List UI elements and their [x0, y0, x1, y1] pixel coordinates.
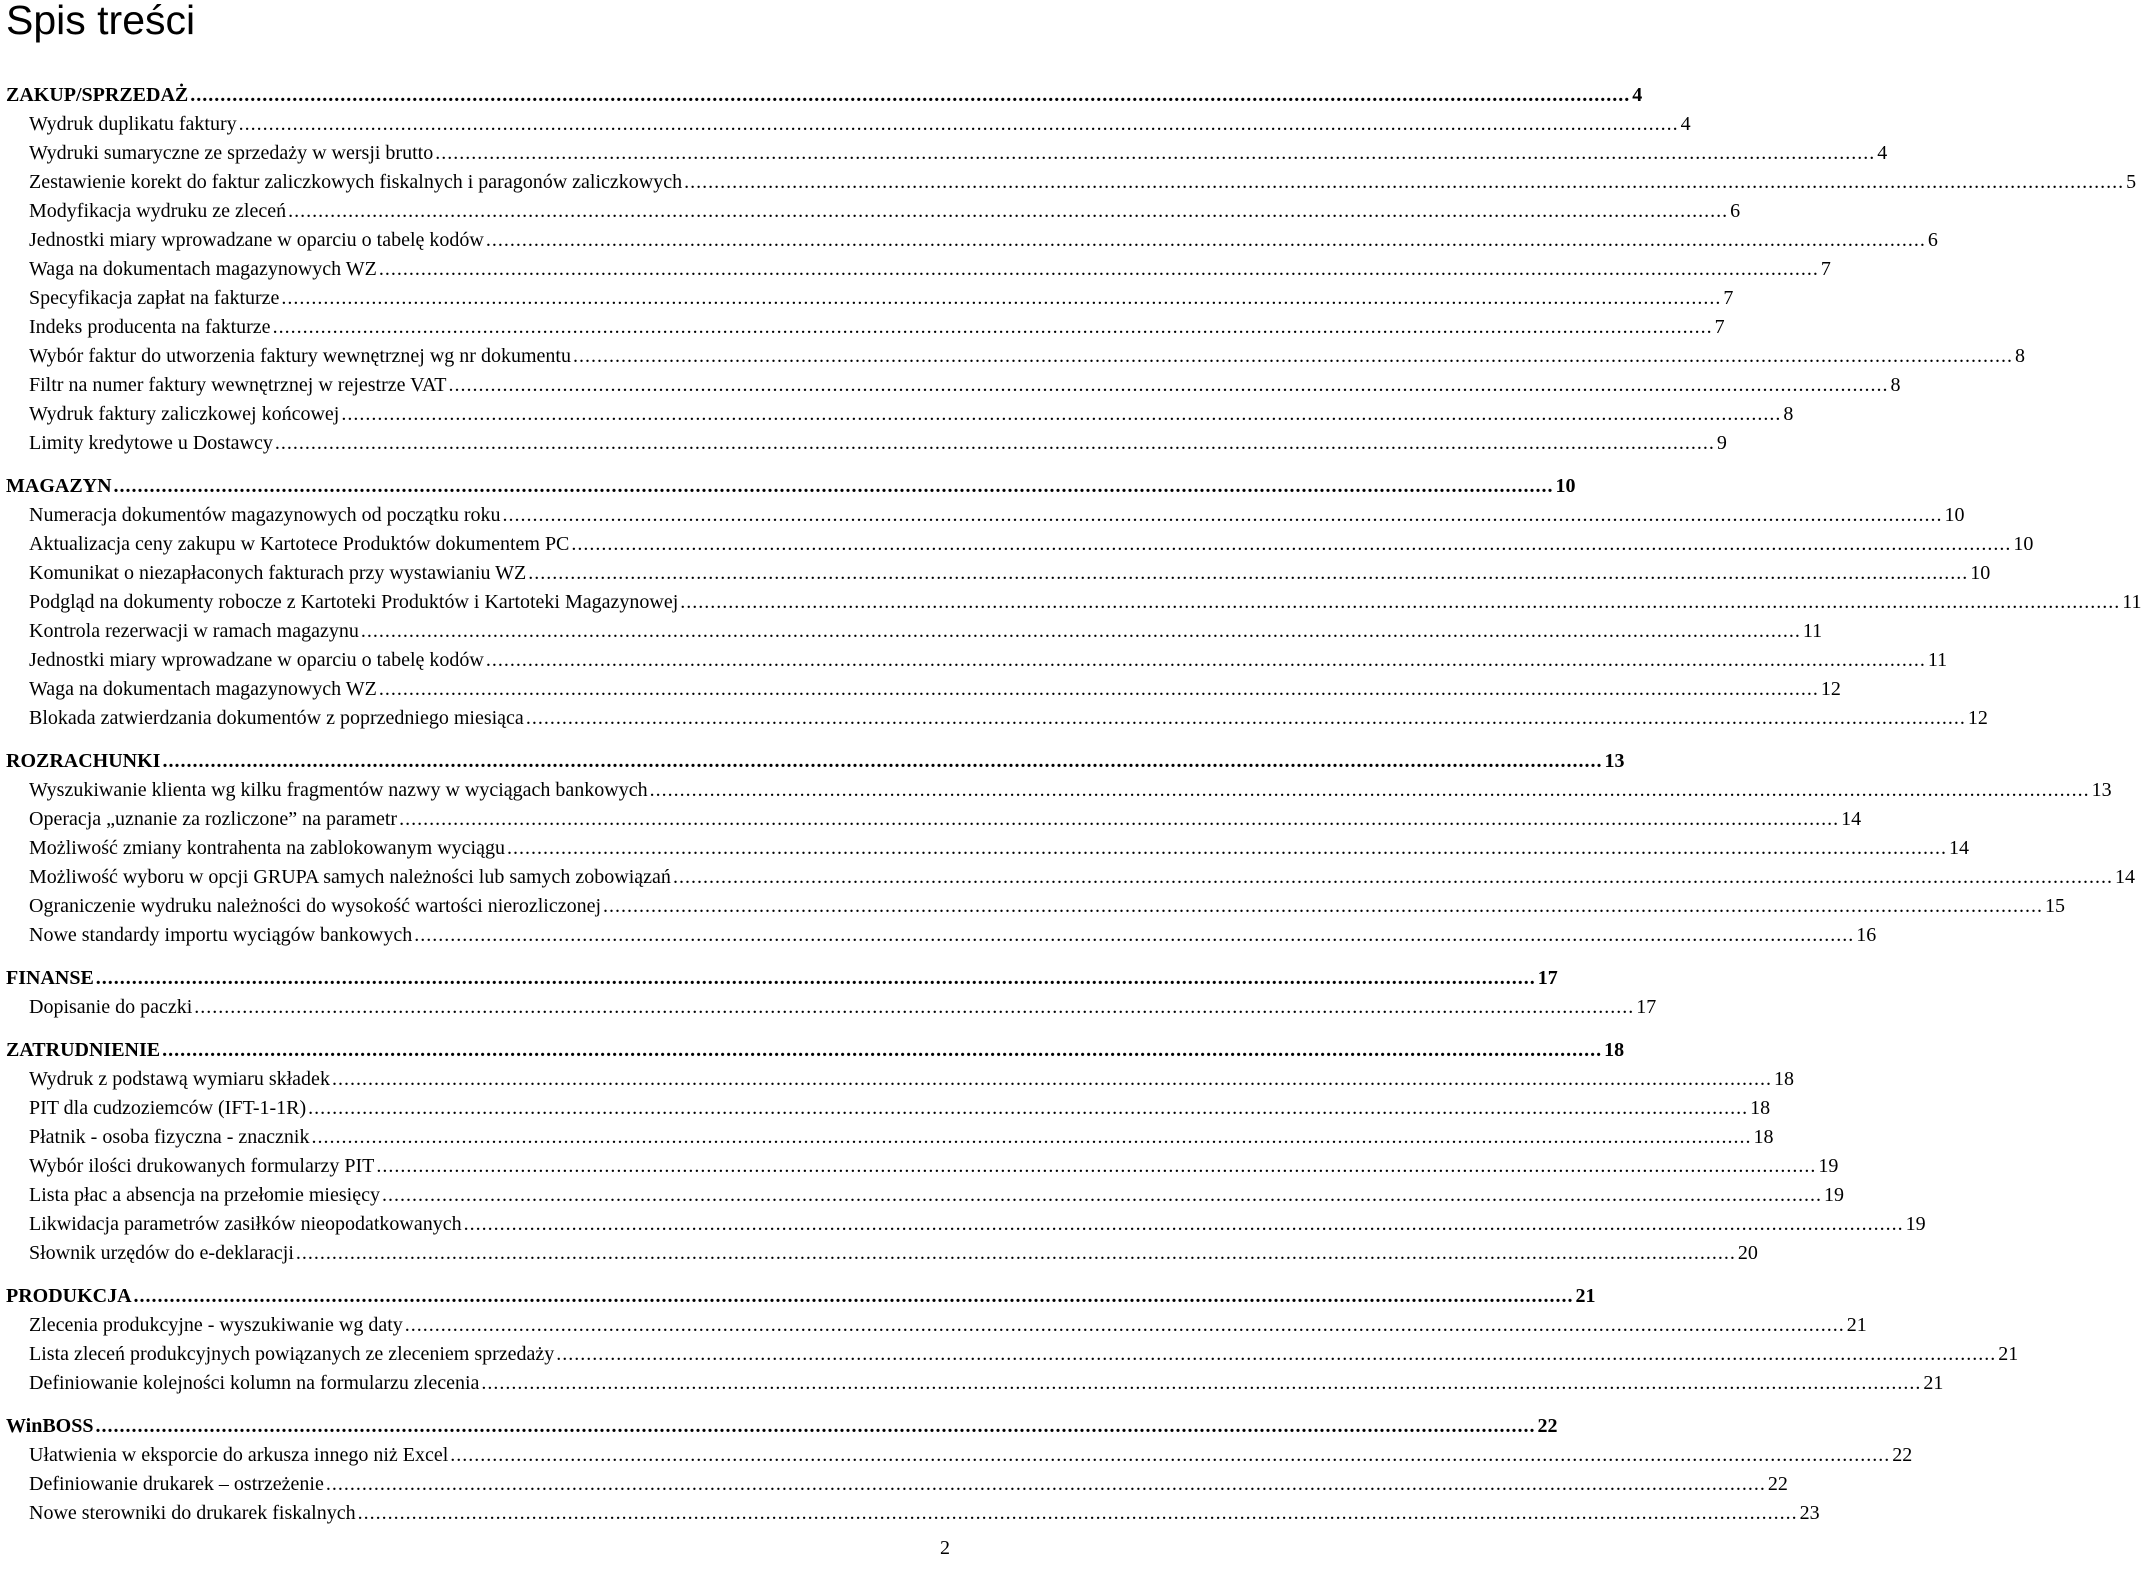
toc-entry-text: Waga na dokumentach magazynowych WZ [29, 678, 377, 700]
toc-heading-page: 13 [1604, 750, 1625, 772]
toc-entry-page: 6 [1927, 229, 1938, 251]
toc-entry[interactable] [6, 646, 1948, 675]
toc-entry[interactable] [6, 1499, 1820, 1528]
toc-leader-dots [528, 559, 1968, 588]
toc-leader-dots [507, 834, 1947, 863]
toc-entry-page: 19 [1823, 1184, 1844, 1206]
toc-entry-page: 9 [1716, 432, 1727, 454]
toc-entry-text: Lista płac a absencja na przełomie miesięcy [29, 1184, 380, 1206]
toc-leader-dots [361, 617, 1801, 646]
toc-entry-text: Możliwość wyboru w opcji GRUPA samych należności lub samych zobowiązań [29, 866, 671, 888]
toc-entry-page: 19 [1818, 1155, 1839, 1177]
toc-entry-text: PIT dla cudzoziemców (IFT-1-1R) [29, 1097, 307, 1119]
toc-heading[interactable] [6, 1411, 1558, 1441]
toc-entry-text: Wybór faktur do utworzenia faktury wewnętrznej wg nr dokumentu [29, 345, 571, 367]
table-of-contents [6, 80, 2142, 1541]
toc-leader-dots [673, 863, 2113, 892]
toc-leader-dots [332, 1065, 1772, 1094]
toc-heading-text: WinBOSS [6, 1415, 94, 1437]
toc-leader-dots [573, 342, 2013, 371]
toc-entry-page: 10 [1944, 504, 1965, 526]
toc-entry-text: Lista zleceń produkcyjnych powiązanych ze zleceniem sprzedaży [29, 1343, 555, 1365]
toc-heading-text: ROZRACHUNKI [6, 750, 161, 772]
toc-section [6, 1281, 2019, 1398]
toc-leader-dots [450, 1441, 1890, 1470]
toc-entry[interactable] [6, 429, 1727, 458]
page-title: Spis treści [6, 0, 196, 43]
page-number: 2 [940, 1537, 950, 1559]
toc-entry[interactable] [6, 530, 2034, 559]
toc-entry-page: 21 [1846, 1314, 1867, 1336]
toc-entry-page: 14 [1948, 837, 1969, 859]
toc-entry-page: 17 [1636, 996, 1657, 1018]
toc-entry-text: Limity kredytowe u Dostawcy [29, 432, 273, 454]
toc-entry-page: 21 [1923, 1372, 1944, 1394]
toc-section [6, 1035, 1926, 1268]
toc-entry-text: Nowe sterowniki do drukarek fiskalnych [29, 1502, 356, 1524]
toc-heading-text: FINANSE [6, 967, 94, 989]
toc-entry-page: 4 [1680, 113, 1691, 135]
toc-entry[interactable] [6, 921, 1877, 950]
toc-entry-page: 22 [1767, 1473, 1788, 1495]
toc-entry-text: Wydruk z podstawą wymiaru składek [29, 1068, 330, 1090]
toc-leader-dots [376, 1152, 1816, 1181]
toc-entry[interactable] [6, 805, 1862, 834]
toc-leader-dots [650, 776, 2090, 805]
toc-entry-page: 12 [1967, 707, 1988, 729]
toc-entry-text: Modyfikacja wydruku ze zleceń [29, 200, 287, 222]
toc-entry[interactable] [6, 1123, 1774, 1152]
toc-leader-dots [405, 1311, 1845, 1340]
toc-entry-page: 22 [1892, 1444, 1913, 1466]
toc-leader-dots [96, 963, 1536, 993]
toc-leader-dots [526, 704, 1966, 733]
toc-entry-text: Zestawienie korekt do faktur zaliczkowych fiskalnych i paragonów zaliczkowych [29, 171, 683, 193]
toc-entry-page: 16 [1856, 924, 1877, 946]
toc-leader-dots [556, 1340, 1996, 1369]
toc-entry-page: 10 [1970, 562, 1991, 584]
toc-leader-dots [311, 1123, 1751, 1152]
toc-entry[interactable] [6, 892, 2066, 921]
toc-entry-page: 19 [1905, 1213, 1926, 1235]
toc-entry[interactable] [6, 704, 1988, 733]
toc-entry-text: Likwidacja parametrów zasiłków nieopodatkowanych [29, 1213, 462, 1235]
toc-entry-text: Jednostki miary wprowadzane w oparciu o tabelę kodów [29, 229, 484, 251]
toc-entry[interactable] [6, 284, 1734, 313]
toc-section [6, 963, 1657, 1022]
toc-entry-page: 21 [1998, 1343, 2019, 1365]
toc-entry-text: Wydruki sumaryczne ze sprzedaży w wersji brutto [29, 142, 434, 164]
toc-entry-page: 10 [2013, 533, 2034, 555]
toc-entry-text: Płatnik - osoba fizyczna - znacznik [29, 1126, 310, 1148]
toc-entry-page: 23 [1799, 1502, 1820, 1524]
toc-heading-page: 18 [1604, 1039, 1625, 1061]
toc-leader-dots [358, 1499, 1798, 1528]
toc-leader-dots [95, 1411, 1535, 1441]
toc-leader-dots [288, 197, 1728, 226]
toc-leader-dots [399, 805, 1839, 834]
toc-entry-text: Wydruk faktury zaliczkowej końcowej [29, 403, 340, 425]
toc-entry[interactable] [6, 313, 1725, 342]
toc-heading-page: 21 [1575, 1285, 1596, 1307]
toc-entry-page: 18 [1773, 1068, 1794, 1090]
toc-entry[interactable] [6, 342, 2025, 371]
toc-entry-text: Kontrola rezerwacji w ramach magazynu [29, 620, 359, 642]
toc-entry[interactable] [6, 776, 2112, 805]
toc-leader-dots [464, 1210, 1904, 1239]
toc-entry-page: 12 [1820, 678, 1841, 700]
toc-entry-page: 20 [1737, 1242, 1758, 1264]
toc-entry-text: Waga na dokumentach magazynowych WZ [29, 258, 377, 280]
toc-entry[interactable] [6, 1181, 1844, 1210]
toc-leader-dots [684, 168, 2124, 197]
toc-leader-dots [162, 1035, 1602, 1065]
toc-entry[interactable] [6, 588, 2142, 617]
toc-entry[interactable] [6, 1470, 1788, 1499]
toc-entry-page: 8 [2014, 345, 2025, 367]
toc-entry-text: Możliwość zmiany kontrahenta na zablokowanym wyciągu [29, 837, 505, 859]
toc-entry[interactable] [6, 255, 1831, 284]
toc-entry[interactable] [6, 617, 1823, 646]
toc-heading[interactable] [6, 1035, 1625, 1065]
toc-entry[interactable] [6, 1239, 1758, 1268]
toc-entry[interactable] [6, 501, 1965, 530]
toc-entry[interactable] [6, 1369, 1944, 1398]
toc-entry[interactable] [6, 863, 2135, 892]
toc-entry-page: 7 [1723, 287, 1734, 309]
toc-entry-text: Jednostki miary wprowadzane w oparciu o tabelę kodów [29, 649, 484, 671]
toc-leader-dots [273, 313, 1713, 342]
toc-entry-text: Filtr na numer faktury wewnętrznej w rejestrze VAT [29, 374, 447, 396]
toc-heading-page: 10 [1555, 475, 1576, 497]
toc-leader-dots [486, 646, 1926, 675]
toc-leader-dots [194, 993, 1634, 1022]
toc-leader-dots [414, 921, 1854, 950]
toc-entry-text: Definiowanie kolejności kolumn na formularzu zlecenia [29, 1372, 480, 1394]
toc-leader-dots [308, 1094, 1748, 1123]
toc-entry-page: 7 [1820, 258, 1831, 280]
toc-entry[interactable] [6, 993, 1657, 1022]
toc-entry-text: Definiowanie drukarek – ostrzeżenie [29, 1473, 324, 1495]
toc-leader-dots [281, 284, 1721, 313]
toc-leader-dots [680, 588, 2120, 617]
toc-entry-text: Komunikat o niezapłaconych fakturach przy wystawianiu WZ [29, 562, 527, 584]
toc-heading[interactable] [6, 746, 1625, 776]
toc-entry-page: 8 [1783, 403, 1794, 425]
toc-entry-text: Zlecenia produkcyjne - wyszukiwanie wg daty [29, 1314, 403, 1336]
toc-entry-text: Dopisanie do paczki [29, 996, 193, 1018]
toc-entry[interactable] [6, 675, 1841, 704]
toc-entry-page: 11 [1802, 620, 1823, 642]
toc-entry[interactable] [6, 1094, 1771, 1123]
toc-leader-dots [379, 675, 1819, 704]
toc-entry-text: Słownik urzędów do e-deklaracji [29, 1242, 294, 1264]
toc-entry-page: 14 [2114, 866, 2135, 888]
toc-heading-text: MAGAZYN [6, 475, 112, 497]
toc-entry-page: 15 [2045, 895, 2066, 917]
toc-entry-text: Wybór ilości drukowanych formularzy PIT [29, 1155, 375, 1177]
toc-leader-dots [382, 1181, 1822, 1210]
toc-entry-text: Podgląd na dokumenty robocze z Kartoteki Produktów i Kartoteki Magazynowej [29, 591, 679, 613]
toc-entry-text: Blokada zatwierdzania dokumentów z poprzedniego miesiąca [29, 707, 524, 729]
toc-entry-text: Ułatwienia w eksporcie do arkusza innego niż Excel [29, 1444, 449, 1466]
toc-heading-text: ZATRUDNIENIE [6, 1039, 161, 1061]
toc-entry-text: Numeracja dokumentów magazynowych od początku roku [29, 504, 501, 526]
toc-entry[interactable] [6, 1340, 2019, 1369]
toc-entry-page: 11 [2122, 591, 2142, 613]
toc-leader-dots [379, 255, 1819, 284]
toc-entry[interactable] [6, 834, 1969, 863]
toc-leader-dots [134, 1281, 1574, 1311]
toc-heading-page: 4 [1632, 84, 1643, 106]
toc-leader-dots [162, 746, 1602, 776]
toc-entry-page: 5 [2126, 171, 2137, 193]
toc-heading[interactable] [6, 471, 1576, 501]
toc-entry-text: Wydruk duplikatu faktury [29, 113, 237, 135]
toc-entry-text: Specyfikacja zapłat na fakturze [29, 287, 280, 309]
toc-entry-text: Ograniczenie wydruku należności do wysokość wartości nierozliczonej [29, 895, 602, 917]
toc-entry[interactable] [6, 400, 1794, 429]
toc-entry-text: Nowe standardy importu wyciągów bankowych [29, 924, 413, 946]
toc-entry-page: 8 [1890, 374, 1901, 396]
toc-heading-text: ZAKUP/SPRZEDAŻ [6, 84, 189, 106]
toc-entry-text: Operacja „uznanie za rozliczone” na parametr [29, 808, 398, 830]
toc-leader-dots [296, 1239, 1736, 1268]
toc-entry-page: 18 [1750, 1097, 1771, 1119]
toc-leader-dots [114, 471, 1554, 501]
toc-entry-page: 18 [1753, 1126, 1774, 1148]
toc-leader-dots [341, 400, 1781, 429]
toc-leader-dots [275, 429, 1715, 458]
toc-leader-dots [486, 226, 1926, 255]
toc-entry-page: 13 [2091, 779, 2112, 801]
toc-entry-text: Wyszukiwanie klienta wg kilku fragmentów nazwy w wyciągach bankowych [29, 779, 648, 801]
toc-entry-page: 14 [1841, 808, 1862, 830]
toc-leader-dots [481, 1369, 1921, 1398]
toc-heading[interactable] [6, 1281, 1596, 1311]
toc-entry-page: 4 [1877, 142, 1888, 164]
toc-entry[interactable] [6, 1065, 1794, 1094]
toc-heading[interactable] [6, 80, 1643, 110]
toc-entry[interactable] [6, 139, 1888, 168]
toc-entry[interactable] [6, 1210, 1926, 1239]
toc-entry-text: Indeks producenta na fakturze [29, 316, 271, 338]
toc-leader-dots [239, 110, 1679, 139]
toc-leader-dots [190, 80, 1630, 110]
toc-entry[interactable] [6, 371, 1901, 400]
toc-heading[interactable] [6, 963, 1558, 993]
toc-section [6, 80, 2137, 458]
toc-leader-dots [435, 139, 1875, 168]
toc-entry-page: 11 [1927, 649, 1948, 671]
toc-heading-page: 17 [1537, 967, 1558, 989]
toc-heading-page: 22 [1537, 1415, 1558, 1437]
toc-entry[interactable] [6, 197, 1741, 226]
toc-leader-dots [448, 371, 1888, 400]
toc-heading-text: PRODUKCJA [6, 1285, 132, 1307]
toc-leader-dots [603, 892, 2043, 921]
toc-leader-dots [326, 1470, 1766, 1499]
toc-entry[interactable] [6, 168, 2137, 197]
toc-entry[interactable] [6, 110, 1691, 139]
toc-entry-page: 7 [1714, 316, 1725, 338]
toc-section [6, 1411, 1913, 1528]
toc-entry-page: 6 [1730, 200, 1741, 222]
toc-entry[interactable] [6, 559, 1991, 588]
toc-entry[interactable] [6, 1441, 1913, 1470]
toc-entry-text: Aktualizacja ceny zakupu w Kartotece Produktów dokumentem PC [29, 533, 570, 555]
toc-entry[interactable] [6, 1152, 1839, 1181]
toc-entry[interactable] [6, 226, 1938, 255]
toc-leader-dots [571, 530, 2011, 559]
toc-leader-dots [503, 501, 1943, 530]
toc-entry[interactable] [6, 1311, 1867, 1340]
toc-section [6, 471, 2142, 733]
toc-section [6, 746, 2135, 950]
